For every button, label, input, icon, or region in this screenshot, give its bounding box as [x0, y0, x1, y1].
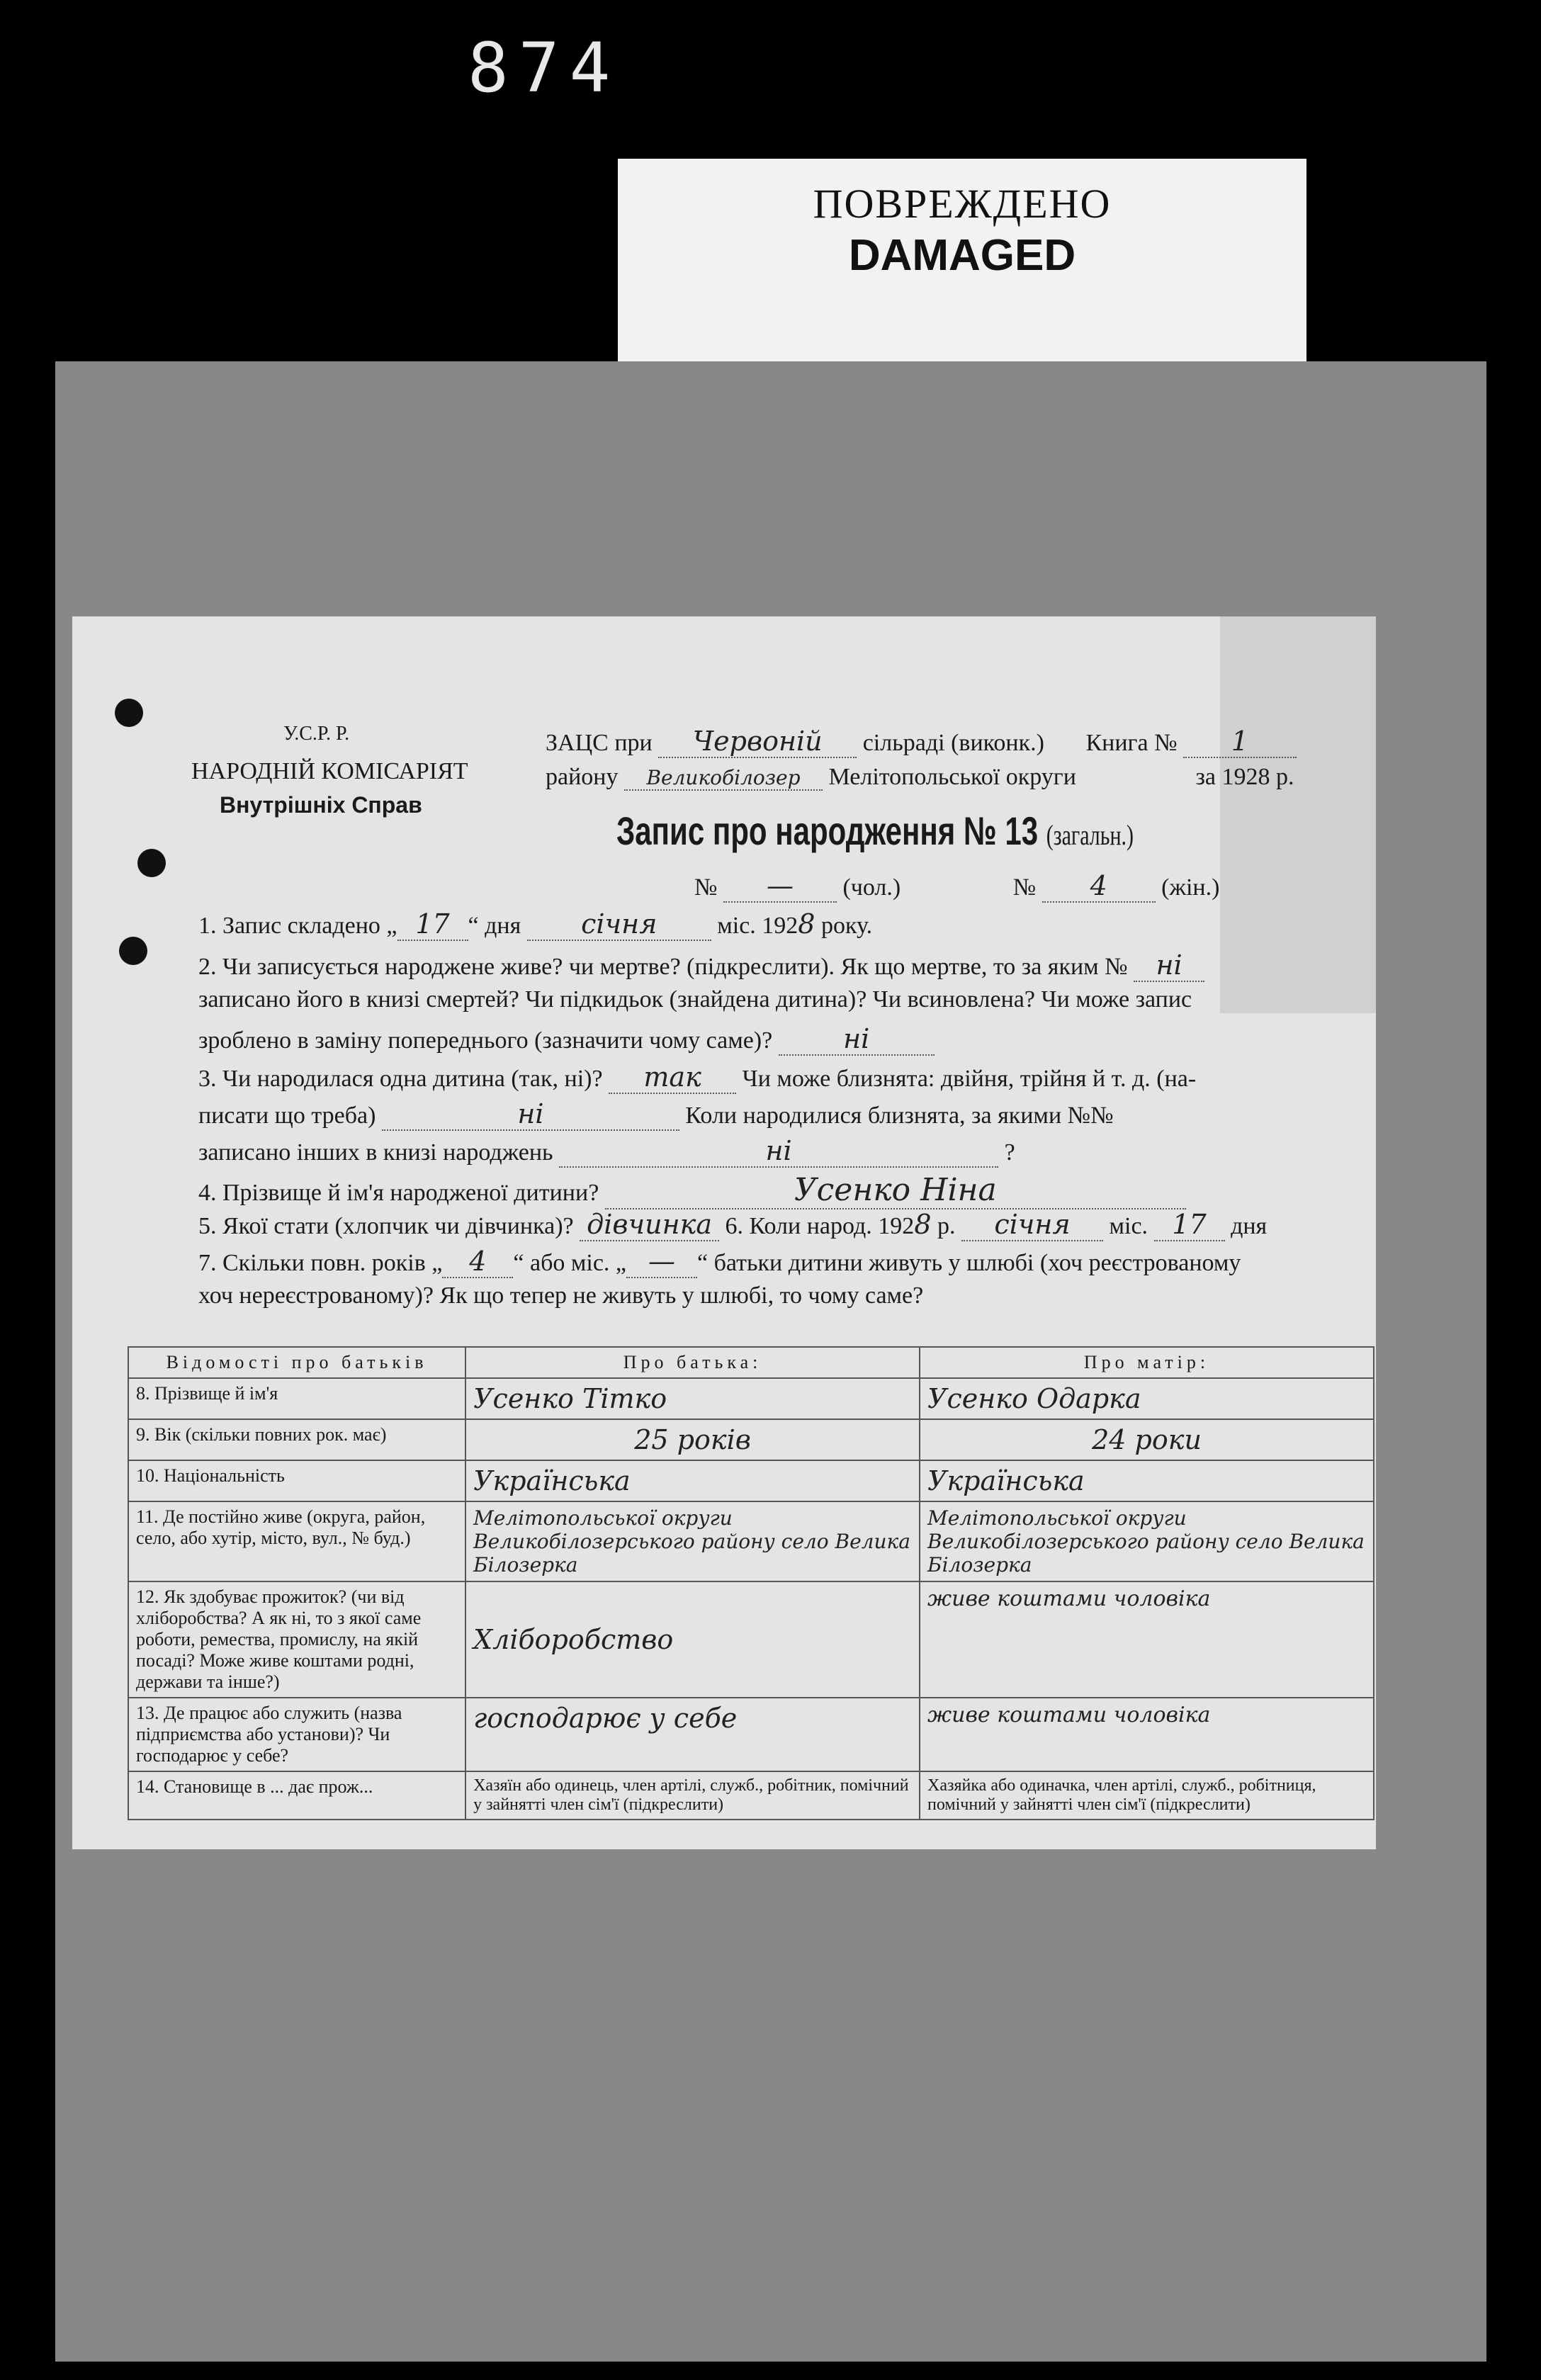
line-2	[198, 949, 1204, 982]
marriage-years: 4	[442, 1246, 513, 1278]
record-year: 8	[798, 908, 815, 940]
text: 3. Чи народилася одна дитина (так, ні)?	[198, 1066, 603, 1092]
header-internal-affairs: Внутрішніх Справ	[220, 792, 422, 818]
record-day: 17	[397, 908, 468, 941]
book-value: 1	[1183, 726, 1297, 758]
record-month: січня	[527, 908, 711, 941]
punch-hole	[137, 849, 166, 877]
damage-label	[618, 159, 1306, 371]
death-record-number: ні	[1134, 949, 1204, 982]
text: 5. Якої стати (хлопчик чи дівчинка)?	[198, 1213, 574, 1239]
chol-label: №	[694, 874, 718, 901]
text: Коли народилися близнята, за якими №№	[685, 1102, 1114, 1129]
line-7	[198, 1135, 1015, 1168]
frame-number: 874	[468, 28, 621, 108]
line-6	[198, 1098, 1114, 1131]
table-row	[128, 1581, 1374, 1698]
punch-hole	[119, 937, 147, 965]
text: міс. 192	[717, 913, 798, 939]
twins: ні	[382, 1098, 679, 1131]
table-header: Про батька:	[465, 1347, 920, 1378]
record-title	[616, 808, 1134, 854]
table-row	[128, 1378, 1374, 1419]
mother-cell: 24 роки	[920, 1419, 1374, 1460]
line-8	[198, 1172, 1186, 1209]
child-sex: дівчинка	[580, 1209, 719, 1241]
table-header: Про матір:	[920, 1347, 1374, 1378]
table-header-row	[128, 1347, 1374, 1378]
question-cell: 14. Становище в ... дає прож...	[128, 1771, 465, 1820]
damage-label-ukrainian: ПОВРЕЖДЕНО	[813, 181, 1112, 227]
chol-value: —	[723, 870, 837, 903]
table-row	[128, 1460, 1374, 1501]
line-3: записано його в книзі смертей? Чи підкидьок (знайдена дитина)? Чи всиновлена? Чи може запис	[198, 986, 1192, 1013]
line-10	[198, 1246, 1241, 1278]
header-usrr: У.С.Р. Р.	[283, 723, 350, 745]
child-name: Усенко Ніна	[605, 1172, 1186, 1209]
text: ?	[1004, 1139, 1015, 1166]
book-label: Книга №	[1085, 730, 1178, 756]
zags-suffix: сільраді (виконк.)	[862, 730, 1044, 756]
single-birth: так	[609, 1061, 736, 1094]
question-cell: 9. Вік (скільки повних рок. має)	[128, 1419, 465, 1460]
question-cell: 8. Прізвище й ім'я	[128, 1378, 465, 1419]
line-1	[198, 908, 872, 941]
mother-cell: живе коштами чоловіка	[920, 1581, 1374, 1698]
zags-value: Червоній	[658, 726, 857, 758]
year-label: за 1928 р.	[1195, 764, 1294, 790]
line-11: хоч нереєстрованому)? Як що тепер не живуть у шлюбі, то чому саме?	[198, 1282, 924, 1309]
line-9	[198, 1209, 1267, 1241]
header-commissariat: НАРОДНІЙ КОМІСАРІЯТ	[191, 758, 468, 784]
rayon-value: Великобілозер	[624, 766, 823, 791]
text: 4. Прізвище й ім'я народженої дитини?	[198, 1180, 599, 1206]
text: Чи може близнята: двійня, трійня й т. д. (на-	[742, 1066, 1197, 1092]
text: 1. Запис складено „	[198, 913, 397, 939]
father-cell: Хліборобство	[465, 1581, 920, 1698]
chol-suffix: (чол.)	[842, 874, 901, 901]
birth-month: січня	[961, 1209, 1103, 1241]
table-row	[128, 1501, 1374, 1581]
birth-day: 17	[1154, 1209, 1225, 1241]
father-cell: Мелітопольської округи Великобілозерського району село Велика Білозерка	[465, 1501, 920, 1581]
text: “ або міс. „	[513, 1250, 627, 1276]
record-title-text: Запис про народження № 13	[616, 808, 1039, 853]
punch-hole	[115, 699, 143, 727]
text: “ дня	[468, 913, 521, 939]
text: дня	[1231, 1213, 1268, 1239]
mother-cell: Хазяйка або одиначка, член артілі, служб., робітниця, помічний у зайнятті член сім'ї (підкреслити)	[920, 1771, 1374, 1820]
text: 6. Коли народ. 192	[725, 1213, 915, 1239]
mother-cell: живе коштами чоловіка	[920, 1698, 1374, 1771]
zhin-suffix: (жін.)	[1161, 874, 1220, 901]
line-4	[198, 1023, 935, 1056]
text: писати що треба)	[198, 1102, 376, 1129]
mother-cell: Українська	[920, 1460, 1374, 1501]
text: “ батьки дитини живуть у шлюбі (хоч реєстрованому	[697, 1250, 1241, 1276]
header-zags-line	[546, 726, 1297, 758]
header-rayon-line	[546, 764, 1294, 791]
table-row	[128, 1698, 1374, 1771]
zags-prefix: ЗАЦС при	[546, 730, 653, 756]
line-5	[198, 1061, 1196, 1094]
text: року.	[820, 913, 873, 939]
rayon-suffix: Мелітопольської округи	[828, 764, 1076, 790]
question-cell: 12. Як здобуває прожиток? (чи від хліборобства? А як ні, то з якої саме роботи, ремества, промислу, на якій посаді? Може живе коштами родні, держави та інше?)	[128, 1581, 465, 1698]
damage-label-english: DAMAGED	[848, 231, 1076, 280]
question-cell: 13. Де працює або служить (назва підприємства або установи)? Чи господарює у себе?	[128, 1698, 465, 1771]
other-twins-records: ні	[559, 1135, 998, 1168]
table-header: Відомості про батьків	[128, 1347, 465, 1378]
text: записано інших в книзі народжень	[198, 1139, 553, 1166]
father-cell: 25 років	[465, 1419, 920, 1460]
father-cell: Українська	[465, 1460, 920, 1501]
table-row	[128, 1771, 1374, 1820]
record-title-suffix: (загальн.)	[1046, 819, 1134, 851]
father-cell: Усенко Тітко	[465, 1378, 920, 1419]
question-cell: 10. Національність	[128, 1460, 465, 1501]
question-cell: 11. Де постійно живе (округа, район, село, або хутір, місто, вул., № буд.)	[128, 1501, 465, 1581]
text: 7. Скільки повн. років „	[198, 1250, 443, 1276]
parents-table	[128, 1346, 1375, 1820]
marriage-months: —	[626, 1246, 697, 1278]
text: зроблено в заміну попереднього (зазначити чому саме)?	[198, 1027, 773, 1054]
father-cell: господарює у себе	[465, 1698, 920, 1771]
text: р.	[937, 1213, 956, 1239]
father-cell: Хазяїн або одинець, член артілі, служб., робітник, помічний у зайнятті член сім'ї (підкреслити)	[465, 1771, 920, 1820]
mother-cell: Усенко Одарка	[920, 1378, 1374, 1419]
birth-year: 8	[914, 1209, 932, 1240]
rayon-prefix: району	[546, 764, 619, 790]
zhin-label: №	[1012, 874, 1037, 901]
text: міс.	[1109, 1213, 1148, 1239]
text: 2. Чи записується народжене живе? чи мертве? (підкреслити). Як що мертве, то за яким №	[198, 954, 1128, 980]
zhin-value: 4	[1042, 870, 1156, 903]
torn-corner	[1220, 616, 1376, 1013]
replacement-reason: ні	[779, 1023, 935, 1056]
mother-cell: Мелітопольської округи Великобілозерського району село Велика Білозерка	[920, 1501, 1374, 1581]
table-row	[128, 1419, 1374, 1460]
numbering-line	[694, 870, 1219, 903]
